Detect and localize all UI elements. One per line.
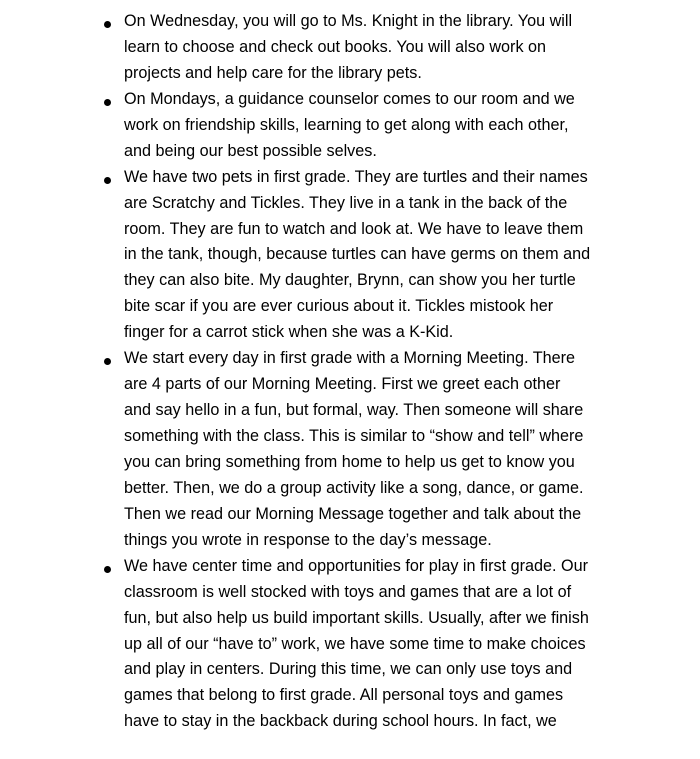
- bullet-item: [124, 9, 644, 87]
- bullet-item: [124, 554, 644, 736]
- bullet-text-line: bite scar if you are ever curious about it. Tickles mistook her: [124, 297, 554, 316]
- bullet-text-line: projects and help care for the library pets.: [124, 63, 422, 82]
- bullet-item: [124, 346, 644, 554]
- bullet-text-line: they can also bite. My daughter, Brynn, can show you her turtle: [124, 271, 576, 290]
- bullet-dot-icon: [104, 99, 111, 106]
- bullet-text-line: you can bring something from home to help us get to know you: [124, 452, 575, 471]
- bullet-item: [124, 165, 644, 347]
- bullet-text-line: We have center time and opportunities for play in first grade. Our: [124, 556, 588, 575]
- bullet-text-line: work on friendship skills, learning to get along with each other,: [124, 115, 569, 134]
- bullet-text-line: in the tank, though, because turtles can have germs on them and: [124, 245, 591, 264]
- bullet-text-line: up all of our “have to” work, we have some time to make choices: [124, 634, 586, 653]
- bullet-text-line: On Mondays, a guidance counselor comes to our room and we: [124, 89, 575, 108]
- bullet-text-line: fun, but also help us build important skills. Usually, after we finish: [124, 608, 589, 627]
- bullet-text-line: better. Then, we do a group activity like a song, dance, or game.: [124, 478, 584, 497]
- bullet-item: [124, 87, 644, 165]
- bullet-text-line: things you wrote in response to the day’s message.: [124, 530, 492, 549]
- bullet-text-line: have to stay in the backback during school hours. In fact, we: [124, 712, 557, 731]
- bullet-text-line: We start every day in first grade with a Morning Meeting. There: [124, 349, 576, 368]
- bullet-text-line: and being our best possible selves.: [124, 141, 377, 160]
- bullet-text-line: On Wednesday, you will go to Ms. Knight in the library. You will: [124, 12, 573, 30]
- bullet-text-line: and play in centers. During this time, we can only use toys and: [124, 660, 573, 679]
- bullet-text-line: and say hello in a fun, but formal, way. Then someone will share: [124, 401, 584, 420]
- bullet-dot-icon: [104, 358, 111, 365]
- bullet-text-line: room. They are fun to watch and look at. We have to leave them: [124, 219, 584, 238]
- bullet-text-line: something with the class. This is similar to “show and tell” where: [124, 427, 584, 445]
- bullet-text-line: learn to choose and check out books. You will also work on: [124, 37, 547, 56]
- bullet-dot-icon: [104, 177, 111, 184]
- bullet-text-line: games that belong to first grade. All personal toys and games: [124, 686, 564, 705]
- bullet-text-line: We have two pets in first grade. They are turtles and their names: [124, 167, 588, 186]
- bullet-text-line: finger for a carrot stick when she was a K-Kid.: [124, 323, 454, 342]
- bullet-text-line: Then we read our Morning Message together and talk about the: [124, 504, 582, 523]
- bullet-dot-icon: [104, 566, 111, 573]
- bullet-dot-icon: [104, 21, 111, 28]
- bullet-list: [124, 9, 644, 735]
- bullet-text-line: are Scratchy and Tickles. They live in a tank in the back of the: [124, 193, 568, 212]
- bullet-text-line: classroom is well stocked with toys and games that are a lot of: [124, 582, 572, 601]
- bullet-text-line: are 4 parts of our Morning Meeting. First we greet each other: [124, 375, 561, 394]
